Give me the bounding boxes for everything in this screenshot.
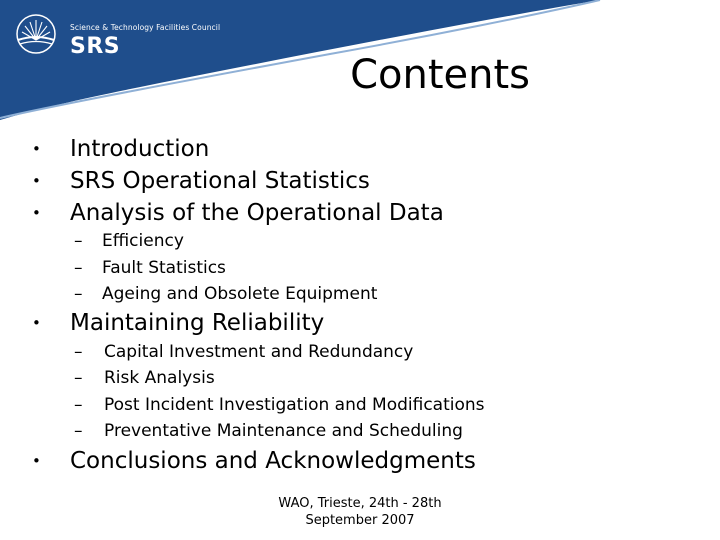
bullet-icon: •: [32, 204, 41, 222]
dash-icon: –: [74, 368, 83, 388]
list-item-label: Introduction: [70, 136, 210, 162]
slide-title: Contents: [350, 52, 530, 98]
sub-list-item-label: Efficiency: [102, 231, 184, 251]
bullet-icon: •: [32, 172, 41, 190]
sub-list-item-label: Fault Statistics: [102, 258, 226, 278]
dash-icon: –: [74, 395, 83, 415]
dash-icon: –: [74, 284, 83, 304]
list-item-label: SRS Operational Statistics: [70, 168, 370, 194]
sub-list-item-label: Capital Investment and Redundancy: [104, 342, 414, 362]
org-name: Science & Technology Facilities Council: [70, 23, 221, 32]
footer-line-event: WAO, Trieste, 24th - 28th: [278, 496, 442, 511]
slide-footer: [250, 495, 470, 529]
org-acronym: SRS: [70, 34, 121, 59]
stfc-sunburst-logo-icon: [12, 10, 60, 56]
list-item-label: Maintaining Reliability: [70, 310, 325, 336]
list-item-label: Analysis of the Operational Data: [70, 200, 444, 226]
sub-list-item-label: Post Incident Investigation and Modifications: [104, 395, 485, 415]
dash-icon: –: [74, 231, 83, 251]
footer-line-date: September 2007: [305, 513, 415, 528]
list-item-label: Conclusions and Acknowledgments: [70, 448, 476, 474]
bullet-icon: •: [32, 140, 41, 158]
dash-icon: –: [74, 258, 83, 278]
stfc-logo: [12, 10, 242, 58]
sub-list-item-label: Preventative Maintenance and Scheduling: [104, 421, 463, 441]
bullet-icon: •: [32, 314, 41, 332]
bullet-icon: •: [32, 452, 41, 470]
sub-list-item-label: Ageing and Obsolete Equipment: [102, 284, 378, 304]
sub-list-item-label: Risk Analysis: [104, 368, 215, 388]
dash-icon: –: [74, 421, 83, 441]
dash-icon: –: [74, 342, 83, 362]
